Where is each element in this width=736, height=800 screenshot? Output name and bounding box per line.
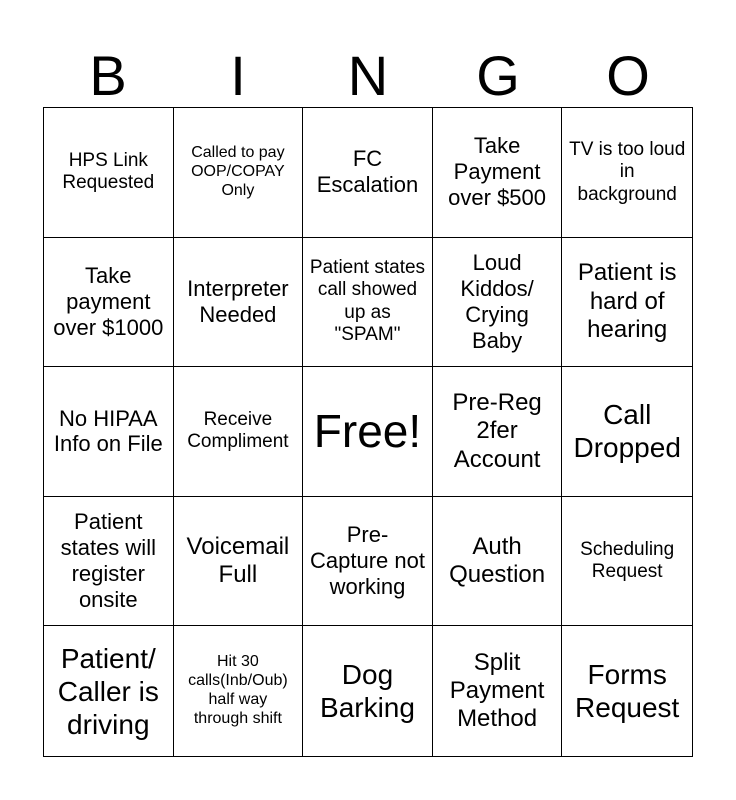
bingo-cell-r3-c2[interactable]: [174, 367, 304, 497]
cell-text: Voicemail Full: [186, 532, 290, 589]
bingo-cell-r1-c1[interactable]: [44, 108, 174, 238]
bingo-cell-r3-c5[interactable]: [562, 367, 692, 497]
bingo-cell-r5-c1[interactable]: [44, 626, 174, 756]
cell-text: Pre-Capture not working: [310, 522, 425, 600]
cell-text: Patient states call showed up as "SPAM": [309, 257, 426, 346]
bingo-cell-r3-c1[interactable]: [44, 367, 174, 497]
bingo-cell-r2-c4[interactable]: [433, 238, 563, 368]
cell-text: Interpreter Needed: [187, 275, 289, 327]
bingo-cell-r1-c5[interactable]: [562, 108, 692, 238]
bingo-cell-r1-c2[interactable]: [174, 108, 304, 238]
cell-text: No HIPAA Info on File: [53, 405, 163, 457]
cell-text: Dog Barking: [320, 659, 415, 724]
cell-text: Patient/ Caller is driving: [57, 642, 159, 740]
bingo-cell-r5-c3[interactable]: [303, 626, 433, 756]
bingo-cell-r4-c1[interactable]: [44, 497, 174, 627]
cell-text: Patient states will register onsite: [60, 509, 156, 613]
bingo-cell-r4-c4[interactable]: [433, 497, 563, 627]
bingo-cell-r2-c1[interactable]: [44, 238, 174, 368]
bingo-cell-r2-c5[interactable]: [562, 238, 692, 368]
cell-text: FC Escalation: [316, 146, 419, 198]
bingo-cell-r5-c5[interactable]: [562, 626, 692, 756]
cell-text: Forms Request: [575, 659, 680, 724]
bingo-cell-r3-c4[interactable]: [433, 367, 563, 497]
cell-text: Loud Kiddos/ Crying Baby: [460, 249, 534, 353]
cell-text: TV is too loud in background: [569, 138, 686, 205]
cell-text: Pre-Reg 2fer Account: [452, 389, 542, 473]
cell-text: Auth Question: [449, 532, 546, 589]
header-letter-o: O: [606, 44, 650, 107]
cell-text: Receive Compliment: [187, 409, 289, 453]
bingo-cell-r4-c2[interactable]: [174, 497, 304, 627]
bingo-cell-r4-c5[interactable]: [562, 497, 692, 627]
bingo-cell-r1-c3[interactable]: [303, 108, 433, 238]
cell-text: Free!: [313, 405, 422, 458]
cell-text: Take Payment over $500: [448, 133, 547, 211]
cell-text: Take payment over $1000: [53, 262, 164, 340]
bingo-cell-free-space[interactable]: [303, 367, 433, 497]
cell-text: Call Dropped: [573, 399, 681, 464]
header-letter-b: B: [89, 44, 127, 107]
cell-text: Hit 30 calls(Inb/Oub) half way through shift: [188, 653, 288, 728]
header-letter-n: N: [347, 44, 389, 107]
cell-text: HPS Link Requested: [62, 149, 155, 194]
bingo-card-grid: [43, 107, 693, 757]
cell-text: Scheduling Request: [580, 538, 675, 583]
bingo-cell-r2-c3[interactable]: [303, 238, 433, 368]
header-letter-g: G: [476, 44, 520, 107]
header-letter-i: I: [230, 44, 246, 107]
bingo-cell-r4-c3[interactable]: [303, 497, 433, 627]
cell-text: Patient is hard of hearing: [577, 259, 677, 344]
cell-text: Called to pay OOP/COPAY Only: [191, 143, 285, 199]
cell-text: Split Payment Method: [449, 648, 545, 733]
bingo-header: [43, 44, 693, 108]
bingo-cell-r5-c4[interactable]: [433, 626, 563, 756]
bingo-cell-r5-c2[interactable]: [174, 626, 304, 756]
bingo-cell-r2-c2[interactable]: [174, 238, 304, 368]
bingo-cell-r1-c4[interactable]: [433, 108, 563, 238]
